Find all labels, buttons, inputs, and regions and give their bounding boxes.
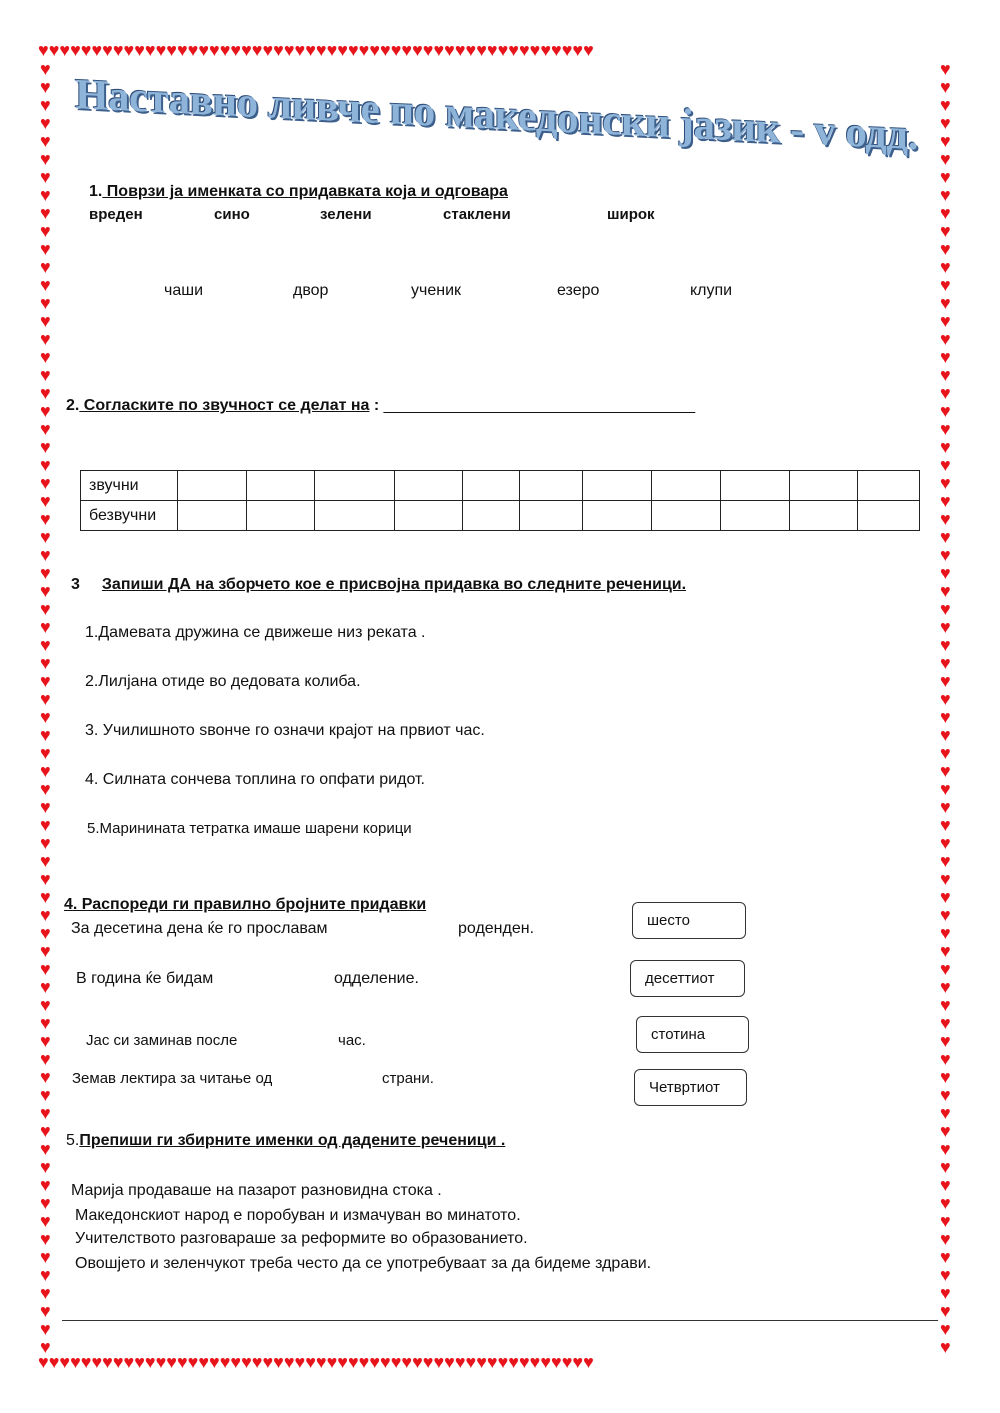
task4-line-1-end: роденден. (458, 920, 535, 937)
task3-sentence-2[interactable]: 2.Лилјана отиде во дедовата колиба. (85, 673, 361, 690)
table-cell[interactable] (721, 471, 790, 501)
table-cell[interactable] (583, 471, 652, 501)
task3-number: 3 (71, 576, 80, 593)
adjective-5: широк (607, 206, 655, 223)
task4-heading: 4. Распореди ги правилно бројните придавки (64, 896, 427, 913)
heart-border-bottom: ♥♥♥♥♥♥♥♥♥♥♥♥♥♥♥♥♥♥♥♥♥♥♥♥♥♥♥♥♥♥♥♥♥♥♥♥♥♥♥♥♥♥♥♥♥♥♥♥♥♥♥♥ (38, 1353, 594, 1371)
task1-heading-text: Поврзи ја именката со придавката која и одговара (102, 183, 508, 200)
table-cell[interactable] (858, 501, 920, 531)
adjective-1: вреден (89, 206, 143, 223)
table-cell[interactable] (858, 471, 920, 501)
task5-number: 5. (66, 1132, 80, 1149)
table-cell[interactable] (395, 501, 463, 531)
task5-sentence-2: Македонскиот народ е поробуван и измачуван во минатото. (75, 1207, 521, 1224)
task5-heading-text: Препиши ги збирните именки од дадените реченици . (79, 1132, 506, 1149)
table-cell[interactable] (247, 501, 315, 531)
task4-line-3-start: Јас си заминав после (86, 1032, 238, 1049)
task2-heading-text: Согласките по звучност се делат на (79, 397, 370, 414)
table-cell[interactable] (247, 471, 315, 501)
task1-heading (89, 183, 508, 201)
consonant-table (80, 470, 920, 531)
task1-number: 1. (89, 183, 103, 200)
task3-sentence-4[interactable]: 4. Силната сончева топлина го опфати ридот. (85, 771, 425, 788)
task3-heading-text: Запиши ДА на зборчето кое е присвојна придавка во следните реченици. (101, 576, 687, 593)
task4-line-2-end: одделение. (334, 970, 419, 987)
worksheet-title: Наставно ливче по македонски јазик - v одд. (75, 71, 918, 160)
adjective-2: сино (214, 206, 250, 223)
task3-heading (71, 576, 686, 594)
task4-line-4-start: Земав лектира за читање од (72, 1070, 273, 1087)
noun-1[interactable]: чаши (164, 282, 204, 299)
adjective-3: зелени (320, 206, 372, 223)
noun-5[interactable]: клупи (690, 282, 733, 299)
table-cell[interactable] (463, 471, 520, 501)
option-box-4[interactable]: Четвртиот (634, 1069, 747, 1106)
table-cell[interactable] (395, 471, 463, 501)
task2-heading (66, 397, 695, 415)
task5-sentence-4: Овошјето и зеленчукот треба често да се употребуваат за да бидеме здрави. (75, 1255, 652, 1272)
table-cell[interactable] (178, 471, 247, 501)
row-label-voiceless: безвучни (81, 501, 178, 531)
task2-colon: : (369, 397, 384, 414)
option-box-3[interactable]: стотина (636, 1016, 749, 1053)
heart-border-left: ♥♥♥♥♥♥♥♥♥♥♥♥♥♥♥♥♥♥♥♥♥♥♥♥♥♥♥♥♥♥♥♥♥♥♥♥♥♥♥♥♥♥♥♥♥♥♥♥♥♥♥♥♥♥♥♥♥♥♥♥♥♥♥♥♥♥♥♥♥♥♥♥ (40, 60, 51, 1355)
task5-sentence-3: Учителството разговараше за реформите во образованието. (75, 1230, 528, 1247)
heart-border-right: ♥♥♥♥♥♥♥♥♥♥♥♥♥♥♥♥♥♥♥♥♥♥♥♥♥♥♥♥♥♥♥♥♥♥♥♥♥♥♥♥♥♥♥♥♥♥♥♥♥♥♥♥♥♥♥♥♥♥♥♥♥♥♥♥♥♥♥♥♥♥♥♥ (940, 60, 951, 1355)
table-row-voiced (81, 471, 920, 501)
task4-line-3-end: час. (338, 1032, 366, 1049)
table-cell[interactable] (790, 501, 858, 531)
table-cell[interactable] (721, 501, 790, 531)
row-label-voiced: звучни (81, 471, 178, 501)
noun-2[interactable]: двор (293, 282, 329, 299)
adjective-4: стаклени (443, 206, 511, 223)
task2-answer-blank[interactable]: ___________________________________ (383, 397, 696, 414)
table-cell[interactable] (315, 471, 395, 501)
table-row-voiceless (81, 501, 920, 531)
table-cell[interactable] (463, 501, 520, 531)
noun-3[interactable]: ученик (411, 282, 462, 299)
noun-4[interactable]: езеро (557, 282, 600, 299)
table-cell[interactable] (315, 501, 395, 531)
option-box-1[interactable]: шесто (632, 902, 746, 939)
task3-sentence-5[interactable]: 5.Маринината тетратка имаше шарени корици (87, 820, 412, 837)
task4-line-2-start: В година ќе бидам (76, 970, 214, 987)
table-cell[interactable] (652, 501, 721, 531)
table-cell[interactable] (583, 501, 652, 531)
heart-border-top: ♥♥♥♥♥♥♥♥♥♥♥♥♥♥♥♥♥♥♥♥♥♥♥♥♥♥♥♥♥♥♥♥♥♥♥♥♥♥♥♥♥♥♥♥♥♥♥♥♥♥♥♥ (38, 41, 594, 59)
task4-line-1-start: За десетина дена ќе го прославам (71, 920, 328, 937)
task3-sentence-1[interactable]: 1.Дамевата дружина се движеше низ реката . (85, 624, 426, 641)
task2-number: 2. (66, 397, 80, 414)
table-cell[interactable] (652, 471, 721, 501)
table-cell[interactable] (178, 501, 247, 531)
task3-sentence-3[interactable]: 3. Училишното ѕвонче го означи крајот на првиот час. (85, 722, 485, 739)
answer-line[interactable] (62, 1320, 938, 1321)
option-box-2[interactable]: десеттиот (630, 960, 745, 997)
table-cell[interactable] (520, 501, 583, 531)
table-cell[interactable] (520, 471, 583, 501)
task5-heading (66, 1132, 505, 1150)
task5-sentence-1: Марија продаваше на пазарот разновидна стока . (71, 1182, 442, 1199)
table-cell[interactable] (790, 471, 858, 501)
task4-line-4-end: страни. (382, 1070, 434, 1087)
